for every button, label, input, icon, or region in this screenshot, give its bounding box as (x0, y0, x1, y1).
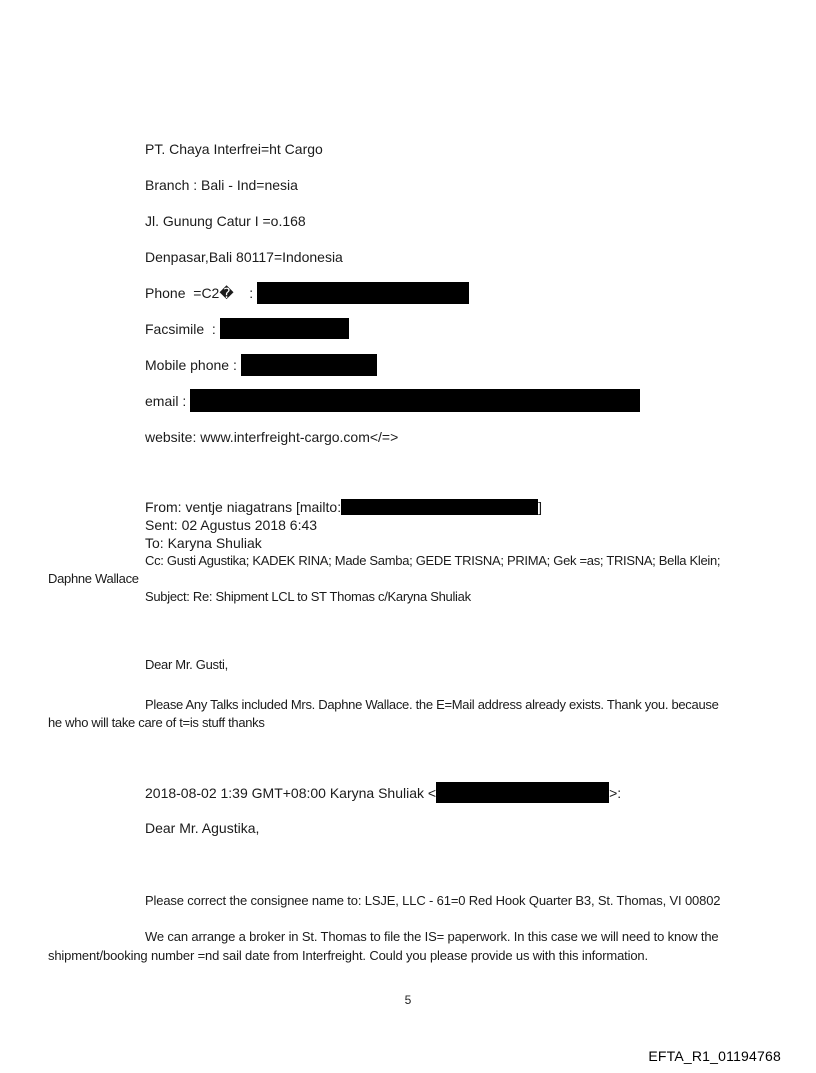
body-paragraph-1-line-2: he who will take care of t=is stuff thanks (48, 715, 265, 730)
email-label: email : (145, 393, 191, 409)
signature-phone-line (145, 283, 469, 304)
header-cc-line-wrap: Daphne Wallace (48, 571, 139, 586)
salutation-agustika: Dear Mr. Agustika, (145, 820, 260, 836)
from-suffix: ] (538, 499, 542, 515)
body-paragraph-3-line-1: We can arrange a broker in St. Thomas to file the IS= paperwork. In this case we will need to know the (145, 929, 719, 944)
signature-mobile-line (145, 355, 377, 376)
redaction-bar-mobile (241, 354, 377, 376)
bates-number: EFTA_R1_01194768 (648, 1048, 781, 1064)
redaction-bar-quote-email (436, 782, 609, 803)
facsimile-label: Facsimile : (145, 321, 220, 337)
phone-label: Phone =C2� : (145, 285, 258, 301)
signature-street: Jl. Gunung Catur I =o.168 (145, 213, 306, 229)
signature-email-line (145, 391, 640, 412)
mobile-phone-label: Mobile phone : (145, 357, 241, 373)
header-from-line (145, 498, 542, 516)
signature-branch: Branch : Bali - Ind=nesia (145, 177, 298, 193)
body-paragraph-3-line-2: shipment/booking number =nd sail date from Interfreight. Could you please provide us with this information. (48, 948, 648, 963)
redaction-bar-facsimile (220, 318, 349, 339)
header-subject-line: Subject: Re: Shipment LCL to ST Thomas c/Karyna Shuliak (145, 589, 471, 604)
header-sent-line: Sent: 02 Agustus 2018 6:43 (145, 517, 318, 533)
page-number: 5 (404, 993, 412, 1007)
redaction-bar-mailto (341, 499, 538, 515)
signature-company: PT. Chaya Interfrei=ht Cargo (145, 141, 323, 157)
redaction-bar-email (190, 389, 640, 412)
signature-city: Denpasar,Bali 80117=Indonesia (145, 249, 343, 265)
quote-prefix: 2018-08-02 1:39 GMT+08:00 Karyna Shuliak < (145, 785, 437, 801)
quoted-message-header (145, 783, 621, 803)
signature-facsimile-line (145, 319, 349, 339)
redaction-bar-phone (257, 282, 469, 304)
signature-website: website: www.interfreight-cargo.com</=> (145, 429, 399, 445)
body-paragraph-1-line-1: Please Any Talks included Mrs. Daphne Wallace. the E=Mail address already exists. Thank you. because (145, 697, 719, 712)
header-cc-line: Cc: Gusti Agustika; KADEK RINA; Made Samba; GEDE TRISNA; PRIMA; Gek =as; TRISNA; Bella Klein; (145, 553, 721, 568)
header-to-line: To: Karyna Shuliak (145, 535, 262, 551)
from-label: From: ventje niagatrans [mailto: (145, 499, 342, 515)
body-paragraph-2: Please correct the consignee name to: LSJE, LLC - 61=0 Red Hook Quarter B3, St. Thomas, VI 00802 (145, 893, 721, 908)
salutation-gusti: Dear Mr. Gusti, (145, 657, 228, 672)
quote-suffix: >: (609, 785, 622, 801)
